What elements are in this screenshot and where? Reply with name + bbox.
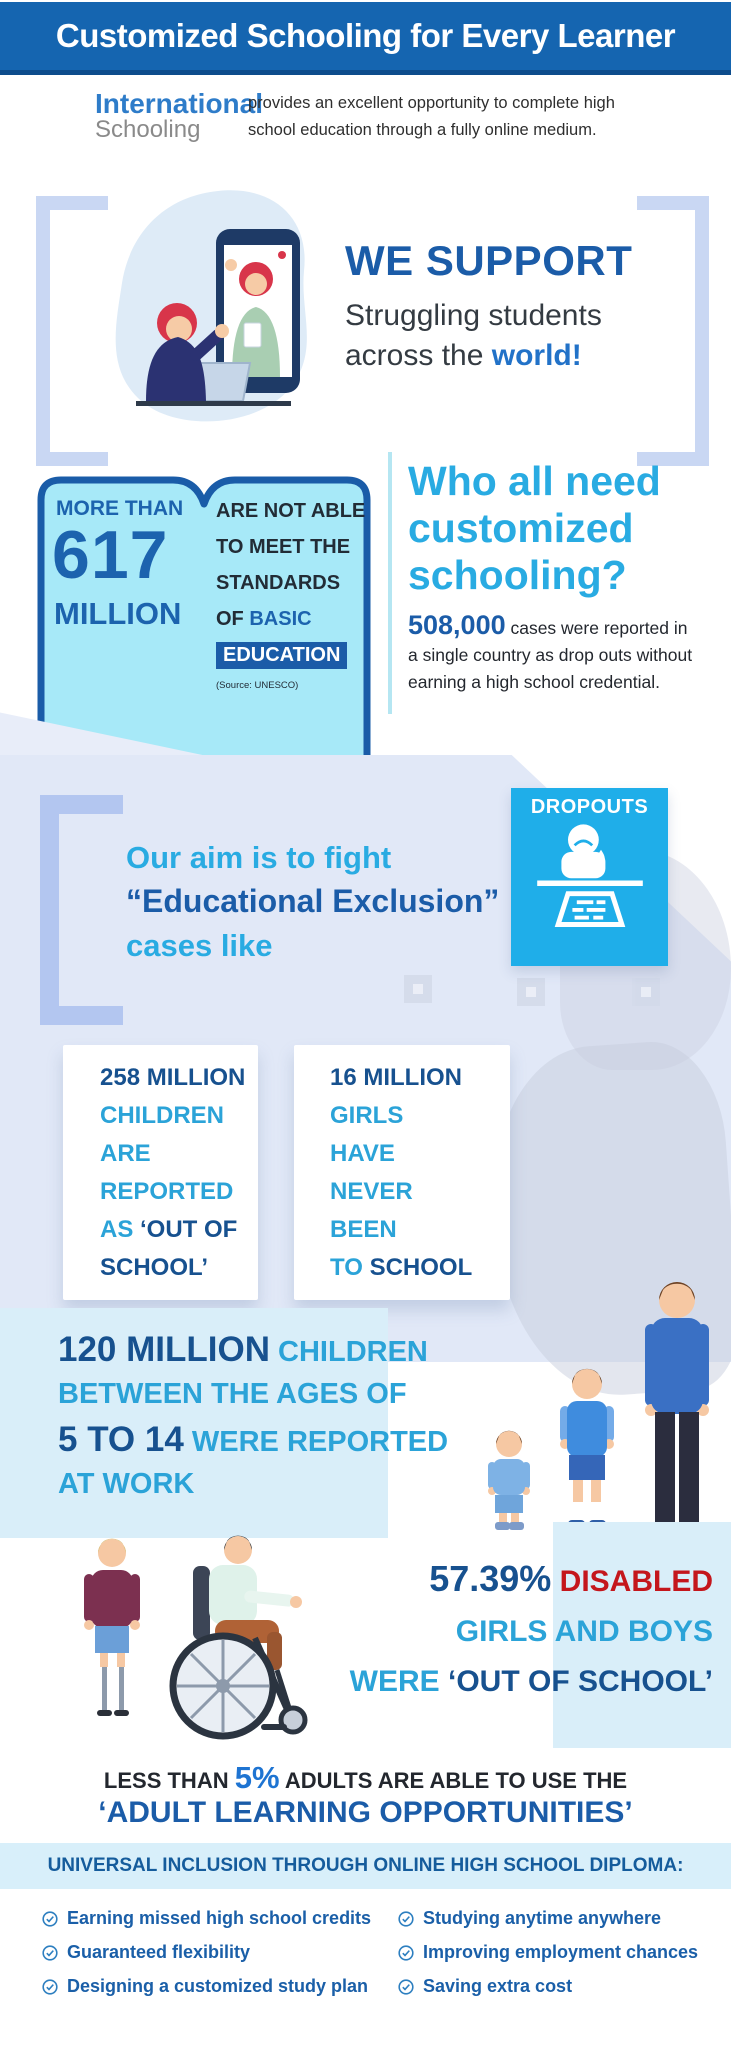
unesco-source: (Source: UNESCO)	[216, 680, 299, 691]
aim-line-3: cases like	[126, 928, 273, 963]
inclusion-title: UNIVERSAL INCLUSION THROUGH ONLINE HIGH SCHOOL DIPLOMA:	[47, 1855, 684, 1876]
unesco-unit: MILLION	[54, 596, 182, 631]
inclusion-item: Guaranteed flexibility	[42, 1942, 250, 1963]
growing-children-illustration-icon	[465, 1262, 731, 1552]
unesco-desc-3: STANDARDS	[216, 572, 341, 594]
header-bar	[0, 2, 731, 75]
stat-card-girls: 16 MILLION GIRLS HAVE NEVER BEEN TO SCHOOL	[294, 1045, 510, 1300]
child-labour-line-1: 120 MILLION CHILDREN	[58, 1330, 428, 1369]
child-labour-line-4: AT WORK	[58, 1468, 195, 1500]
inclusion-item: Improving employment chances	[398, 1942, 698, 1963]
unesco-desc-2: TO MEET THE	[216, 536, 351, 558]
brand-name-bottom: Schooling	[95, 116, 201, 143]
support-highlight: world!	[491, 339, 582, 372]
check-circle-icon	[42, 1911, 58, 1927]
decor-photo-frame	[517, 978, 545, 1006]
vertical-divider	[388, 452, 392, 714]
dropout-student-icon	[535, 821, 645, 951]
inclusion-item: Studying anytime anywhere	[398, 1908, 661, 1929]
unesco-number: 617	[52, 517, 169, 593]
who-heading: Who all need customized schooling?	[408, 458, 661, 598]
check-circle-icon	[42, 1979, 58, 1995]
adults-stat-line-2: ‘ADULT LEARNING OPPORTUNITIES’	[98, 1796, 633, 1829]
brand-name-top: International	[95, 88, 264, 119]
stat-card-out-of-school: 258 MILLION CHILDREN ARE REPORTED AS ‘OUT OF SCHOOL’	[63, 1045, 258, 1300]
decor-bracket-right	[637, 196, 709, 466]
aim-line-1: Our aim is to fight	[126, 840, 392, 875]
support-title: WE SUPPORT	[345, 237, 633, 284]
child-labour-line-3: 5 TO 14 WERE REPORTED	[58, 1420, 449, 1459]
inclusion-item: Earning missed high school credits	[42, 1908, 371, 1929]
inclusion-item: Designing a customized study plan	[42, 1976, 368, 1997]
unesco-more-than: MORE THAN	[56, 497, 184, 520]
adults-stat-number: 5%	[234, 1760, 280, 1795]
check-circle-icon	[398, 1945, 414, 1961]
who-stat-paragraph: 508,000 cases were reported in a single country as drop outs without earning a high school credential.	[408, 610, 693, 692]
inclusion-band	[0, 1843, 731, 1889]
inclusion-item: Saving extra cost	[398, 1976, 572, 1997]
disabled-stat: 57.39% DISABLED GIRLS AND BOYS WERE ‘OUT OF SCHOOL’	[349, 1558, 713, 1698]
education-badge: EDUCATION	[216, 642, 347, 669]
video-call-illustration-icon	[98, 183, 336, 441]
adults-stat-line-1: LESS THAN 5% ADULTS ARE ABLE TO USE THE	[103, 1760, 628, 1795]
unesco-desc-4: OF BASIC	[216, 608, 312, 630]
check-circle-icon	[398, 1911, 414, 1927]
dropouts-label: DROPOUTS	[530, 796, 649, 818]
disabled-stat-number: 57.39%	[429, 1558, 552, 1599]
who-stat-number: 508,000	[408, 610, 506, 640]
brand-tagline: provides an excellent opportunity to complete high school education through a fully online medium.	[248, 94, 615, 139]
decor-photo-frame	[404, 975, 432, 1003]
check-circle-icon	[42, 1945, 58, 1961]
dropouts-card	[511, 788, 668, 966]
child-labour-line-2: BETWEEN THE AGES OF	[58, 1378, 407, 1410]
aim-line-2: “Educational Exclusion”	[126, 883, 500, 919]
check-circle-icon	[398, 1979, 414, 1995]
decor-photo-frame	[632, 978, 660, 1006]
unesco-desc-1: ARE NOT ABLE	[216, 500, 366, 522]
support-subtitle: Struggling students across the world!	[345, 299, 602, 372]
decor-bracket-aim	[40, 795, 123, 1025]
page-title: Customized Schooling for Every Learner	[55, 17, 676, 54]
